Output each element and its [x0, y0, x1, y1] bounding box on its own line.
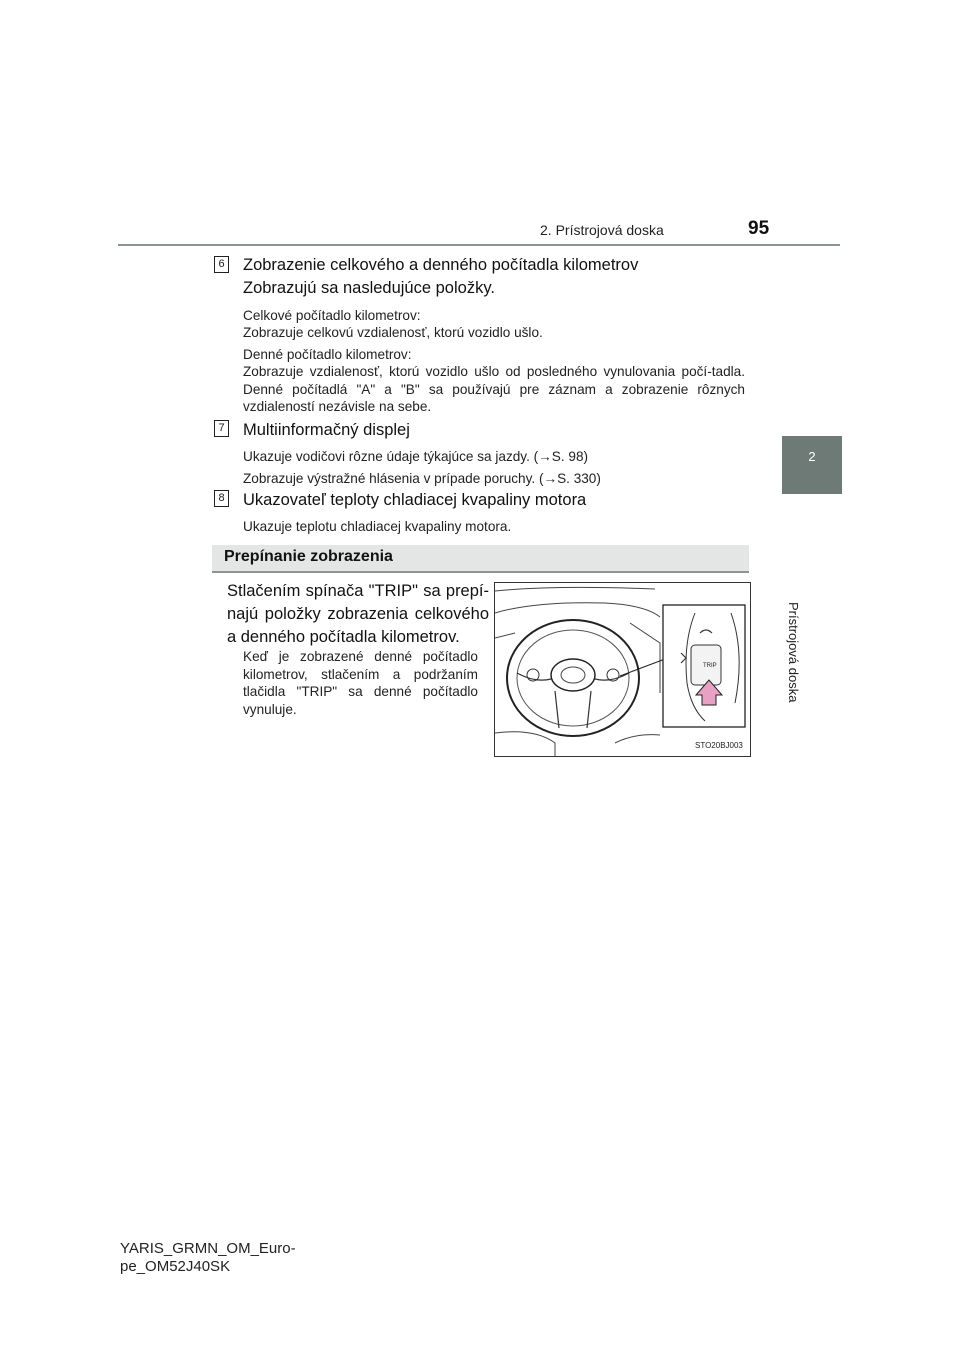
header-section-title: 2. Prístrojová doska — [540, 222, 664, 238]
item-number-badge: 6 — [214, 256, 229, 273]
footer-line: pe_OM52J40SK — [120, 1258, 231, 1275]
header-divider — [118, 244, 840, 246]
footer-document-id — [120, 1240, 296, 1276]
item-line: Zobrazuje výstražné hlásenia v prípade poruchy. (→S. 330) — [243, 471, 601, 486]
page-number: 95 — [748, 218, 770, 239]
section-title: Prepínanie zobrazenia — [224, 548, 393, 565]
steering-wheel-drawing — [495, 583, 750, 756]
item-title: Multiinformačný displej — [243, 421, 410, 439]
item-number-badge: 7 — [214, 420, 229, 437]
paragraph-heading: Denné počítadlo kilometrov: — [243, 347, 412, 362]
item-number-badge: 8 — [214, 490, 229, 507]
item-subtitle: Zobrazujú sa nasledujúce položky. — [243, 279, 495, 297]
item-title: Zobrazenie celkového a denného počítadla kilometrov — [243, 256, 639, 274]
item-line: Ukazuje vodičovi rôzne údaje týkajúce sa jazdy. (→S. 98) — [243, 449, 589, 464]
paragraph-text: Zobrazuje celkovú vzdialenosť, ktorú vozidlo ušlo. — [243, 325, 543, 340]
paragraph-text: Zobrazuje vzdialenosť, ktorú vozidlo ušlo od posledného vynulovania počí-tadla. Denné počítadlá "A" a "B" sa používajú pre záznam a zobrazenie rôznych vzdialeností nezávisle na sebe. — [243, 364, 745, 414]
paragraph-heading: Celkové počítadlo kilometrov: — [243, 308, 421, 323]
item-title: Ukazovateľ teploty chladiacej kvapaliny motora — [243, 491, 587, 509]
trip-button-label: TRIP — [703, 663, 717, 669]
illustration-code: STO20BJ003 — [695, 741, 743, 750]
item-line: Ukazuje teplotu chladiacej kvapaliny motora. — [243, 519, 512, 534]
section-intro: Stlačením spínača "TRIP" sa prepí-najú položky zobrazenia celkového a denného počítadla kilometrov. — [227, 582, 489, 646]
chapter-tab-number: 2 — [808, 449, 816, 464]
footer-line: YARIS_GRMN_OM_Euro- — [120, 1240, 296, 1257]
steering-wheel-illustration — [494, 582, 751, 757]
chapter-tab — [782, 436, 842, 494]
section-note: Keď je zobrazené denné počítadlo kilometrov, stlačením a podržaním tlačidla "TRIP" sa denné počítadlo vynuluje. — [243, 649, 478, 717]
